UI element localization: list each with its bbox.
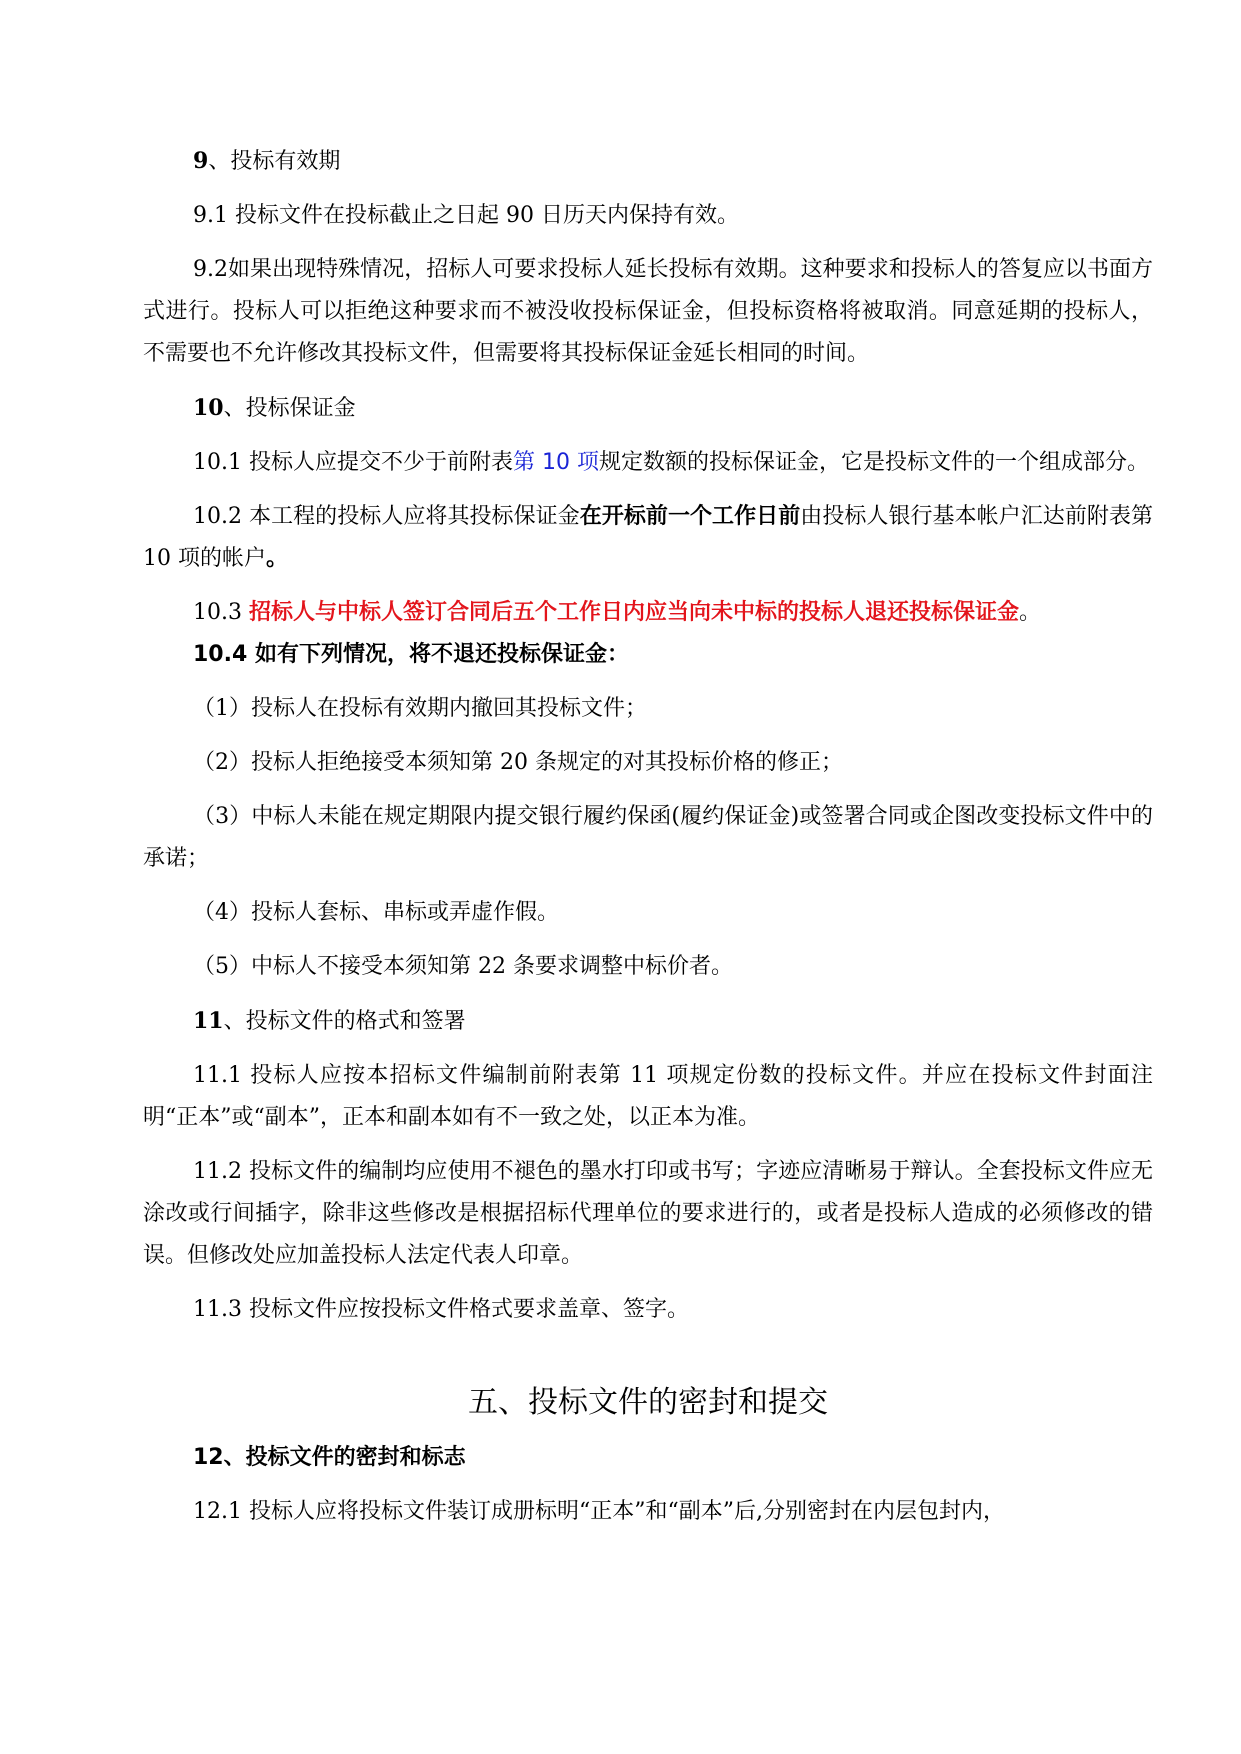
list-item: （3）中标人未能在规定期限内提交银行履约保函(履约保证金)或签署合同或企图改变投标文件中的承诺； (143, 804, 1153, 871)
heading-number: 9 (193, 148, 209, 174)
heading-text: 、投标保证金 (223, 396, 356, 421)
highlight-text: 招标人与中标人签订合同后五个工作日内应当向未中标的投标人退还投标保证金 (248, 600, 1019, 625)
heading-section-12: 12、投标文件的密封和标志 (193, 1445, 466, 1470)
paragraph-10-3 (143, 592, 1153, 634)
text-run: 由投标人银行基本帐户汇达前附表第 10 项的帐户 (143, 504, 1153, 571)
list-item: （2）投标人拒绝接受本须知第 20 条规定的对其投标价格的修正； (193, 750, 843, 775)
list-item: （1）投标人在投标有效期内撤回其投标文件； (193, 696, 647, 721)
paragraph-9-1: 9.1 投标文件在投标截止之日起 90 日历天内保持有效。 (193, 203, 739, 228)
text-run: 10.3 (193, 600, 249, 625)
text-run: 。 (266, 546, 289, 571)
chapter-title: 五、投标文件的密封和提交 (468, 1385, 828, 1420)
list-item: （4）投标人套标、串标或弄虚作假。 (193, 900, 559, 925)
text-run: 规定数额的投标保证金，它是投标文件的一个组成部分。 (598, 450, 1149, 475)
document-body (143, 140, 1153, 1533)
paragraph-11-3: 11.3 投标文件应按投标文件格式要求盖章、签字。 (193, 1297, 689, 1322)
heading-section-10 (143, 387, 1153, 430)
emphasis-text: 在开标前一个工作日前 (579, 504, 801, 529)
text-run: 10.2 本工程的投标人应将其投标保证金 (193, 504, 580, 529)
heading-number: 11 (193, 1008, 224, 1034)
paragraph-11-1: 11.1 投标人应按本招标文件编制前附表第 11 项规定份数的投标文件。并应在投标文件封面注明“正本”或“副本”，正本和副本如有不一致之处，以正本为准。 (143, 1063, 1153, 1130)
reference-link[interactable]: 第 10 项 (512, 450, 599, 475)
paragraph-9-2: 9.2如果出现特殊情况，招标人可要求投标人延长投标有效期。这种要求和投标人的答复应以书面方式进行。投标人可以拒绝这种要求而不被没收投标保证金，但投标资格将被取消。同意延期的投标人，不需要也不允许修改其投标文件，但需要将其投标保证金延长相同的时间。 (143, 257, 1153, 366)
paragraph-10-2 (143, 496, 1153, 580)
paragraph-10-1 (143, 442, 1153, 484)
text-run: 。 (1019, 600, 1042, 625)
paragraph-11-2: 11.2 投标文件的编制均应使用不褪色的墨水打印或书写；字迹应清晰易于辩认。全套投标文件应无涂改或行间插字，除非这些修改是根据招标代理单位的要求进行的，或者是投标人造成的必须修改的错误。但修改处应加盖投标人法定代表人印章。 (143, 1159, 1153, 1268)
heading-number: 10 (193, 395, 224, 421)
paragraph-12-1: 12.1 投标人应将投标文件装订成册标明“正本”和“副本”后,分别密封在内层包封内， (193, 1499, 1005, 1524)
heading-text: 、投标有效期 (208, 149, 341, 174)
paragraph-10-4: 10.4 如有下列情况，将不退还投标保证金： (193, 642, 629, 667)
list-item: （5）中标人不接受本须知第 22 条要求调整中标价者。 (193, 954, 733, 979)
heading-section-9 (143, 140, 1153, 183)
heading-section-11 (143, 1000, 1153, 1043)
text-run: 10.1 投标人应提交不少于前附表 (193, 450, 513, 475)
heading-text: 、投标文件的格式和签署 (223, 1009, 466, 1034)
